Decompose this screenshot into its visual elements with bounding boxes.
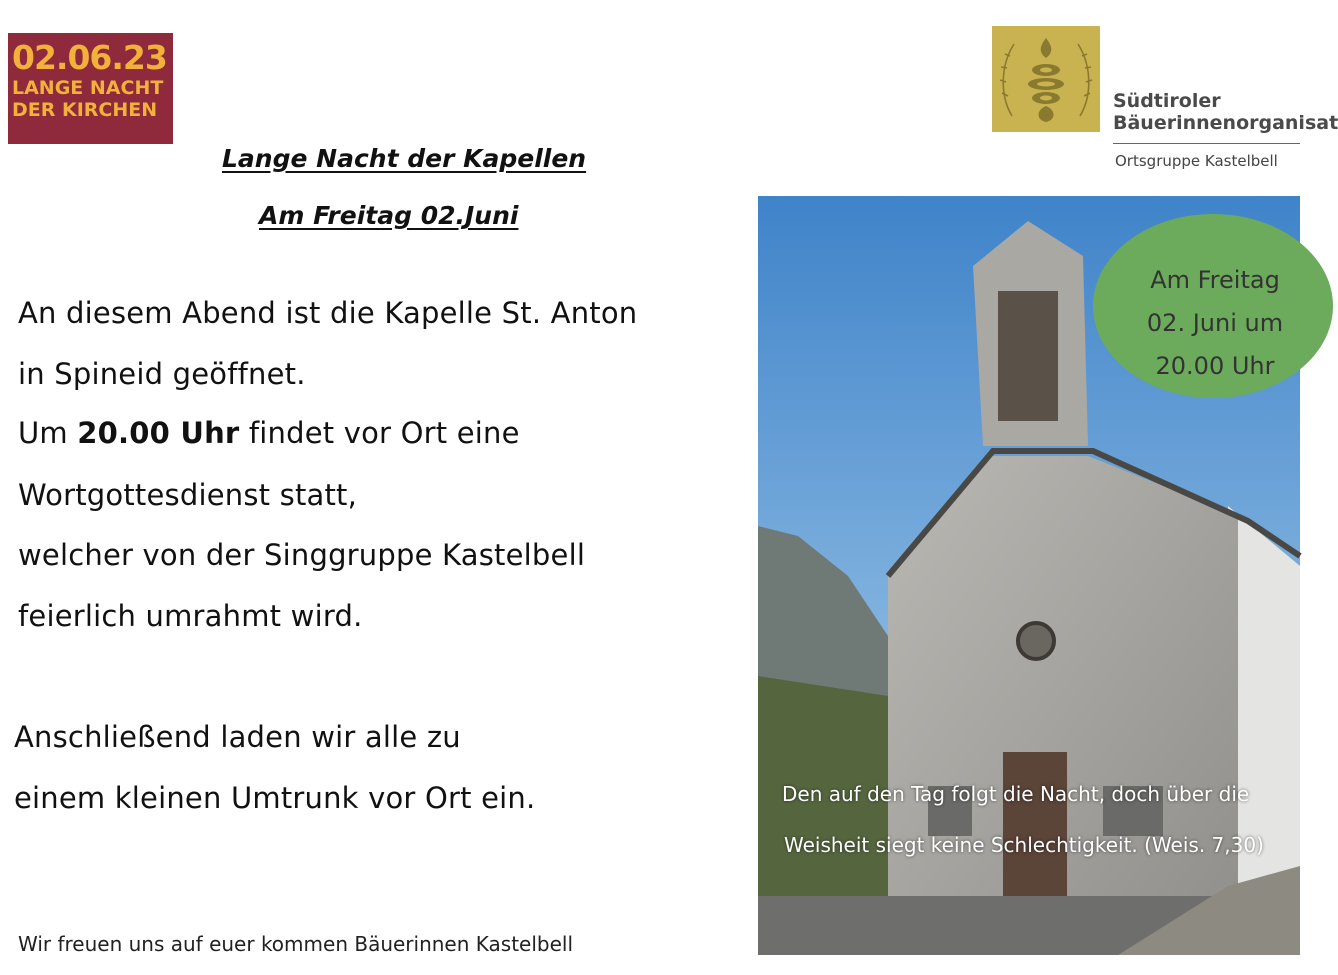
ornamental-flower-wreath-icon [992, 26, 1100, 132]
organization-group: Ortsgruppe Kastelbell [1115, 152, 1278, 170]
organization-logo [992, 26, 1100, 132]
oval-line-3: 20.00 Uhr [1155, 352, 1275, 380]
page-title: Lange Nacht der Kapellen [222, 144, 587, 173]
organization-name-line-1: Südtiroler [1113, 90, 1221, 112]
badge-line-1: LANGE NACHT [12, 77, 164, 99]
rose-window [1018, 623, 1054, 659]
body-line-4: Wortgottesdienst statt, [18, 478, 358, 512]
body-line-8: einem kleinen Umtrunk vor Ort ein. [14, 781, 536, 815]
body-line-2: in Spineid geöffnet. [18, 357, 306, 391]
badge-date: 02.06.23 [12, 38, 167, 77]
organization-divider [1113, 143, 1300, 144]
body-line-1: An diesem Abend ist die Kapelle St. Anton [18, 296, 638, 330]
event-badge [8, 33, 173, 144]
organization-name-line-2: Bäuerinnenorganisat [1113, 112, 1338, 134]
body-line-7: Anschließend laden wir alle zu [14, 720, 461, 754]
oval-line-2: 02. Juni um [1146, 309, 1284, 337]
verse-line-2: Weisheit siegt keine Schlechtigkeit. (Weis. 7,30) [784, 833, 1264, 857]
badge-line-2: DER KIRCHEN [12, 99, 158, 121]
bell-opening [998, 291, 1058, 421]
page-subtitle: Am Freitag 02.Juni [259, 201, 519, 230]
body-line-5: welcher von der Singgruppe Kastelbell [18, 538, 586, 572]
organization-name [1113, 90, 1338, 134]
body-line-3-post: findet vor Ort eine [239, 416, 520, 450]
body-time-emphasis: 20.00 Uhr [77, 416, 240, 450]
verse-line-1: Den auf den Tag folgt die Nacht, doch über die [782, 782, 1250, 806]
body-line-3 [18, 416, 520, 450]
footer-note: Wir freuen uns auf euer kommen Bäuerinnen Kastelbell [18, 932, 574, 956]
body-line-6: feierlich umrahmt wird. [18, 599, 363, 633]
chapel-door [1003, 752, 1067, 912]
oval-line-1: Am Freitag [1150, 266, 1280, 294]
body-line-3-pre: Um [18, 416, 78, 450]
